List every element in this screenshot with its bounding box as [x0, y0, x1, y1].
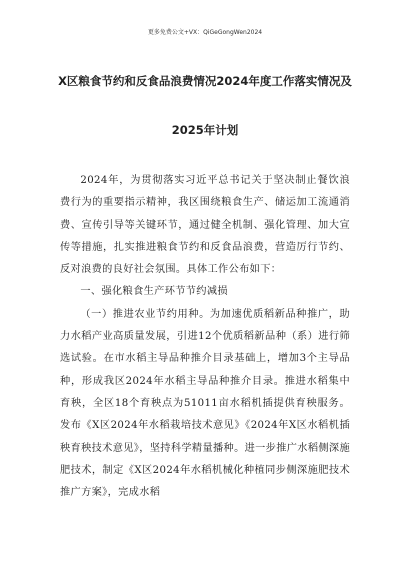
document-body: [60, 170, 350, 504]
document-title-line-2: 2025年计划: [171, 123, 239, 137]
intro-paragraph: 2024年，为贯彻落实习近平总书记关于坚决制止餐饮浪费行为的重要指示精神，我区围绕粮食生产、储运加工流通消费、宣传引导等关键环节，通过健全机制、强化管理、加大宣传等措施，扎实推进粮食节约和反食品浪费，营造厉行节约、反对浪费的良好社会氛围。具体工作公布如下：: [60, 175, 350, 276]
section-heading: 一、强化粮食生产环节节约减损: [80, 286, 228, 298]
document-title-line-1: X区粮食节约和反食品浪费情况2024年度工作落实情况及: [58, 74, 352, 88]
body-paragraph: （一）推进农业节约用种。为加速优质稻新品种推广，助力水稻产业高质量发展，引进12个优质稻新品种（系）进行筛选试验。在市水稻主导品种推介目录基础上，增加3个主导品种，形成我区2024年水稻主导品种推介目录。推进水稻集中育秧，全区18个育秧点为51011亩水稻机插提供育秧服务。发布《X区2024年水稻栽培技术意见》《2024年X区水稻机插秧育秧技术意见》，坚持科学精量播种。进一步推广水稻侧深施肥技术，制定《X区2024年水稻机械化种植同步侧深施肥技术推广方案》，完成水稻: [60, 308, 350, 499]
header-note: 更多免费公文+VX：QiGeGongWen2024: [147, 29, 263, 36]
